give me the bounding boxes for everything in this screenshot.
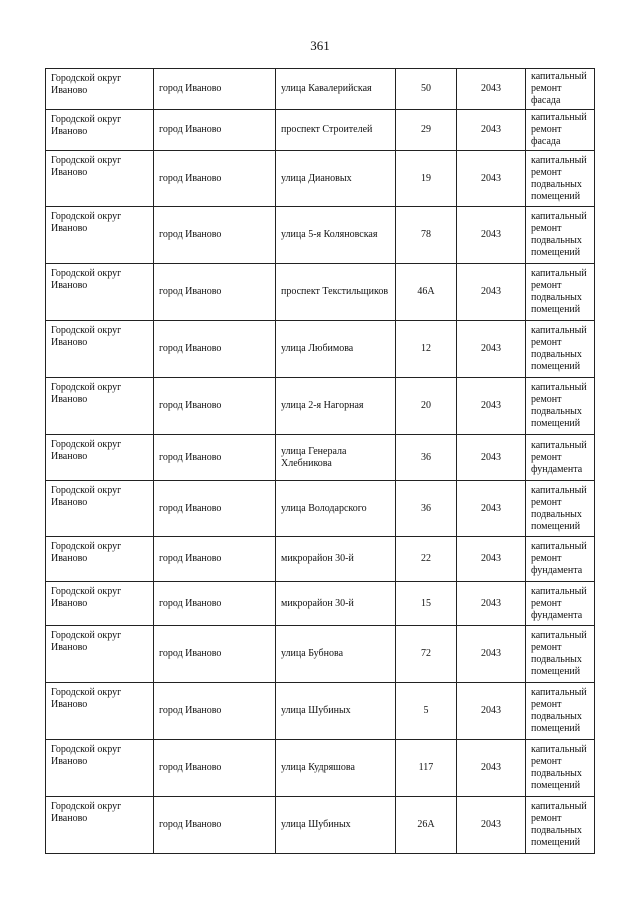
year-cell: 2043 <box>457 321 526 378</box>
city-cell: город Иваново <box>154 435 276 481</box>
year-cell: 2043 <box>457 378 526 435</box>
city-cell: город Иваново <box>154 207 276 264</box>
municipality-cell: Городской округ Иваново <box>46 537 154 582</box>
work-type-cell: капитальный ремонт подвальных помещений <box>526 264 595 321</box>
work-type-cell: капитальный ремонт подвальных помещений <box>526 626 595 683</box>
year-cell: 2043 <box>457 740 526 797</box>
table-row <box>46 740 595 797</box>
street-cell: улица Генерала Хлебникова <box>276 435 396 481</box>
house-number-cell: 78 <box>396 207 457 264</box>
year-cell: 2043 <box>457 207 526 264</box>
street-cell: улица Шубиных <box>276 683 396 740</box>
table-row <box>46 582 595 626</box>
city-cell: город Иваново <box>154 797 276 854</box>
work-type-cell: капитальный ремонт фундамента <box>526 537 595 582</box>
table-row <box>46 626 595 683</box>
work-type-cell: капитальный ремонт подвальных помещений <box>526 378 595 435</box>
house-number-cell: 46А <box>396 264 457 321</box>
year-cell: 2043 <box>457 110 526 151</box>
table-row <box>46 207 595 264</box>
work-type-cell: капитальный ремонт подвальных помещений <box>526 740 595 797</box>
city-cell: город Иваново <box>154 740 276 797</box>
municipality-cell: Городской округ Иваново <box>46 207 154 264</box>
street-cell: улица 2-я Нагорная <box>276 378 396 435</box>
year-cell: 2043 <box>457 435 526 481</box>
table-row <box>46 435 595 481</box>
house-number-cell: 117 <box>396 740 457 797</box>
street-cell: улица 5-я Коляновская <box>276 207 396 264</box>
street-cell: проспект Текстильщиков <box>276 264 396 321</box>
house-number-cell: 50 <box>396 69 457 110</box>
page-number: 361 <box>310 38 330 53</box>
house-number-cell: 29 <box>396 110 457 151</box>
municipality-cell: Городской округ Иваново <box>46 264 154 321</box>
year-cell: 2043 <box>457 582 526 626</box>
work-type-cell: капитальный ремонт подвальных помещений <box>526 797 595 854</box>
house-number-cell: 36 <box>396 435 457 481</box>
street-cell: улица Любимова <box>276 321 396 378</box>
table-row <box>46 378 595 435</box>
municipality-cell: Городской округ Иваново <box>46 378 154 435</box>
house-number-cell: 22 <box>396 537 457 582</box>
city-cell: город Иваново <box>154 110 276 151</box>
table-row <box>46 264 595 321</box>
table-row <box>46 69 595 110</box>
year-cell: 2043 <box>457 264 526 321</box>
street-cell: микрорайон 30-й <box>276 537 396 582</box>
city-cell: город Иваново <box>154 151 276 207</box>
table-row <box>46 151 595 207</box>
year-cell: 2043 <box>457 626 526 683</box>
city-cell: город Иваново <box>154 626 276 683</box>
street-cell: улица Бубнова <box>276 626 396 683</box>
city-cell: город Иваново <box>154 321 276 378</box>
table-row <box>46 683 595 740</box>
city-cell: город Иваново <box>154 378 276 435</box>
work-type-cell: капитальный ремонт подвальных помещений <box>526 151 595 207</box>
house-number-cell: 20 <box>396 378 457 435</box>
municipality-cell: Городской округ Иваново <box>46 683 154 740</box>
city-cell: город Иваново <box>154 481 276 537</box>
street-cell: улица Кудряшова <box>276 740 396 797</box>
municipality-cell: Городской округ Иваново <box>46 626 154 683</box>
year-cell: 2043 <box>457 797 526 854</box>
municipality-cell: Городской округ Иваново <box>46 69 154 110</box>
repair-schedule-table <box>45 68 595 854</box>
house-number-cell: 36 <box>396 481 457 537</box>
municipality-cell: Городской округ Иваново <box>46 151 154 207</box>
table-row <box>46 537 595 582</box>
year-cell: 2043 <box>457 683 526 740</box>
year-cell: 2043 <box>457 481 526 537</box>
work-type-cell: капитальный ремонт фасада <box>526 69 595 110</box>
street-cell: проспект Строителей <box>276 110 396 151</box>
house-number-cell: 12 <box>396 321 457 378</box>
work-type-cell: капитальный ремонт подвальных помещений <box>526 207 595 264</box>
street-cell: улица Кавалерийская <box>276 69 396 110</box>
city-cell: город Иваново <box>154 264 276 321</box>
house-number-cell: 19 <box>396 151 457 207</box>
house-number-cell: 15 <box>396 582 457 626</box>
table-row <box>46 110 595 151</box>
table-body <box>46 69 595 854</box>
city-cell: город Иваново <box>154 69 276 110</box>
city-cell: город Иваново <box>154 683 276 740</box>
work-type-cell: капитальный ремонт фасада <box>526 110 595 151</box>
table-row <box>46 481 595 537</box>
municipality-cell: Городской округ Иваново <box>46 740 154 797</box>
municipality-cell: Городской округ Иваново <box>46 481 154 537</box>
work-type-cell: капитальный ремонт подвальных помещений <box>526 481 595 537</box>
work-type-cell: капитальный ремонт фундамента <box>526 435 595 481</box>
year-cell: 2043 <box>457 69 526 110</box>
street-cell: улица Шубиных <box>276 797 396 854</box>
city-cell: город Иваново <box>154 537 276 582</box>
street-cell: улица Диановых <box>276 151 396 207</box>
city-cell: город Иваново <box>154 582 276 626</box>
municipality-cell: Городской округ Иваново <box>46 110 154 151</box>
municipality-cell: Городской округ Иваново <box>46 582 154 626</box>
municipality-cell: Городской округ Иваново <box>46 797 154 854</box>
street-cell: улица Володарского <box>276 481 396 537</box>
house-number-cell: 26А <box>396 797 457 854</box>
street-cell: микрорайон 30-й <box>276 582 396 626</box>
table-row <box>46 797 595 854</box>
municipality-cell: Городской округ Иваново <box>46 321 154 378</box>
house-number-cell: 72 <box>396 626 457 683</box>
municipality-cell: Городской округ Иваново <box>46 435 154 481</box>
year-cell: 2043 <box>457 537 526 582</box>
work-type-cell: капитальный ремонт подвальных помещений <box>526 321 595 378</box>
work-type-cell: капитальный ремонт фундамента <box>526 582 595 626</box>
table-row <box>46 321 595 378</box>
year-cell: 2043 <box>457 151 526 207</box>
house-number-cell: 5 <box>396 683 457 740</box>
work-type-cell: капитальный ремонт подвальных помещений <box>526 683 595 740</box>
